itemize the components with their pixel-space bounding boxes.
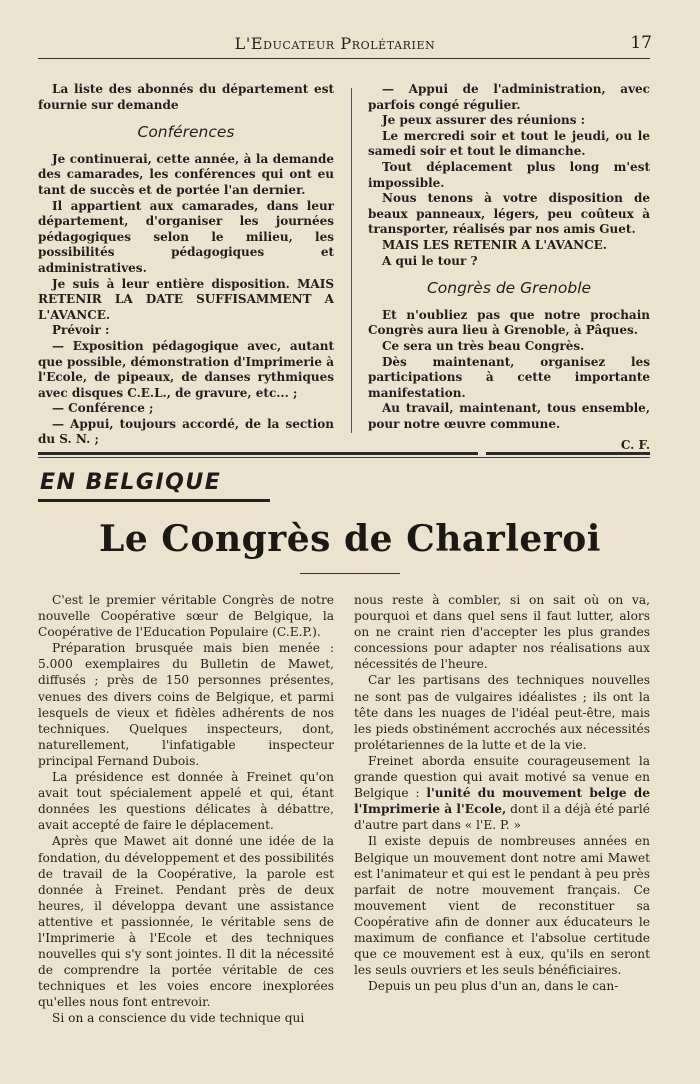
paragraph: Il existe depuis de nombreuses années en Belgique un mouvement dont notre ami Mawet est l'animateur et qui est le pendant à peu près parfait de notre mouvement français. Ce mouvement vient de reconstituer sa Coopérative afin de donner aux éducateurs le maximum de confiance et l'absolue certitude que ce mouvement est à eux, qu'ils en seront les seuls ouvriers et les seuls bénéficiaires.	[354, 834, 650, 978]
article-title: Le Congrès de Charleroi	[99, 518, 601, 560]
paragraph: Ce sera un très beau Congrès.	[382, 338, 585, 353]
section-title-grenoble: Congrès de Grenoble	[426, 279, 592, 298]
top-left-column	[38, 82, 334, 448]
top-right-column	[368, 82, 650, 454]
paragraph: Au travail, maintenant, tous ensemble, pour notre œuvre commune.	[368, 401, 650, 431]
subscribers-note: La liste des abonnés du département est fournie sur demande	[38, 82, 334, 112]
emphasis-text: l'unité du mouvement belge de l'Imprimerie à l'Ecole,	[354, 786, 650, 817]
paragraph: — Exposition pédagogique avec, autant que possible, démonstration d'Imprimerie à l'Ecole, de pipeaux, de danses rythmiques avec disques C.E.L., de gravure, etc... ;	[38, 338, 334, 400]
paragraph: Je continuerai, cette année, à la demande des camarades, les conférences qui ont eu tant de succès et de portée l'an dernier.	[38, 151, 334, 197]
section-kicker: EN BELGIQUE	[40, 470, 222, 495]
paragraph: nous reste à combler, si on sait où on va, pourquoi et dans quel sens il faut lutter, alors on ne craint rien d'accepter les plus grandes concessions pour adapter nos réalisations aux nécessités de l'heure.	[354, 593, 650, 672]
paragraph: Nous tenons à votre disposition de beaux panneaux, légers, peu coûteux à transporter, réalisés par nos amis Guet.	[368, 191, 650, 237]
title-underline	[300, 573, 400, 574]
article-right-column	[354, 592, 650, 994]
paragraph: Je peux assurer des réunions :	[382, 113, 586, 128]
article-left-column	[38, 592, 334, 1027]
paragraph: Si on a conscience du vide technique qui	[52, 1011, 305, 1026]
paragraph: Depuis un peu plus d'un an, dans le can-	[368, 979, 619, 994]
header-rule	[38, 58, 650, 59]
paragraph: Et n'oubliez pas que notre prochain Congrès aura lieu à Grenoble, à Pâques.	[368, 307, 650, 338]
section-separator	[38, 452, 478, 455]
paragraph: Dès maintenant, organisez les participations à cette importante manifestation.	[368, 354, 650, 400]
paragraph: MAIS LES RETENIR A L'AVANCE.	[382, 237, 607, 252]
paragraph: — Conférence ;	[52, 401, 154, 416]
paragraph: Tout déplacement plus long m'est impossible.	[368, 159, 650, 190]
kicker-underline	[38, 499, 270, 502]
running-header: L'Educateur Prolétarien	[234, 34, 436, 53]
paragraph	[354, 753, 650, 833]
paragraph: Préparation brusquée mais bien menée : 5.000 exemplaires du Bulletin de Mawet, diffusés ; près de 150 personnes présentes, venues des divers coins de Belgique, et parmi lesquels de vieux et fidèles adhérents de nos techniques. Quelques inspecteurs, dont, naturellement, l'infatigable inspecteur principal Fernand Dubois.	[38, 641, 334, 768]
paragraph: — Appui, toujours accordé, de la section du S. N. ;	[38, 416, 334, 447]
column-divider	[351, 88, 352, 433]
paragraph: Il appartient aux camarades, dans leur département, d'organiser les journées pédagogiques selon le milieu, les possibilités pédagogiques et administratives.	[38, 198, 334, 275]
page-number: 17	[630, 33, 652, 53]
section-separator	[486, 452, 650, 455]
paragraph: Après que Mawet ait donné une idée de la fondation, du développement et des possibilités de travail de la Coopérative, la parole est donnée à Freinet. Pendant près de deux heures, il développa devant une assistance attentive et passionnée, le véritable sens de l'Imprimerie à l'Ecole et des techniques nouvelles qui s'y sont jointes. Il dit la nécessité de comprendre la portée véritable de ces techniques et les voies encore inexplorées qu'elles nous font entrevoir.	[38, 834, 334, 1010]
paragraph: A qui le tour ?	[382, 253, 478, 268]
paragraph: La présidence est donnée à Freinet qu'on avait tout spécialement appelé et qui, étant données les questions délicates à débattre, avait accepté de faire le déplacement.	[38, 770, 334, 833]
paragraph: Le mercredi soir et tout le jeudi, ou le samedi soir et tout le dimanche.	[368, 128, 650, 159]
paragraph: C'est le premier véritable Congrès de notre nouvelle Coopérative sœur de Belgique, la Coopérative de l'Education Populaire (C.E.P.).	[38, 593, 334, 640]
section-title-conferences: Conférences	[137, 123, 235, 142]
signature: C. F.	[620, 438, 650, 453]
paragraph: Prévoir :	[52, 323, 110, 338]
text-run: dont il a déjà été parlé d'autre part dans « l'E. P. »	[354, 802, 650, 833]
paragraph: Je suis à leur entière disposition. MAIS RETENIR LA DATE SUFFISAMMENT A L'AVANCE.	[38, 276, 334, 322]
paragraph: Car les partisans des techniques nouvelles ne sont pas de vulgaires idéalistes ; ils ont la tête dans les nuages de l'idéal peut-être, mais les pieds obstinément accrochés aux nécessités prolétariennes de la lutte et de la vie.	[354, 673, 650, 752]
paragraph: — Appui de l'administration, avec parfois congé régulier.	[368, 82, 650, 112]
section-separator-thin	[38, 457, 650, 458]
text-run: Freinet aborda ensuite courageusement la grande question qui avait motivé sa venue en Belgique :	[354, 753, 650, 801]
